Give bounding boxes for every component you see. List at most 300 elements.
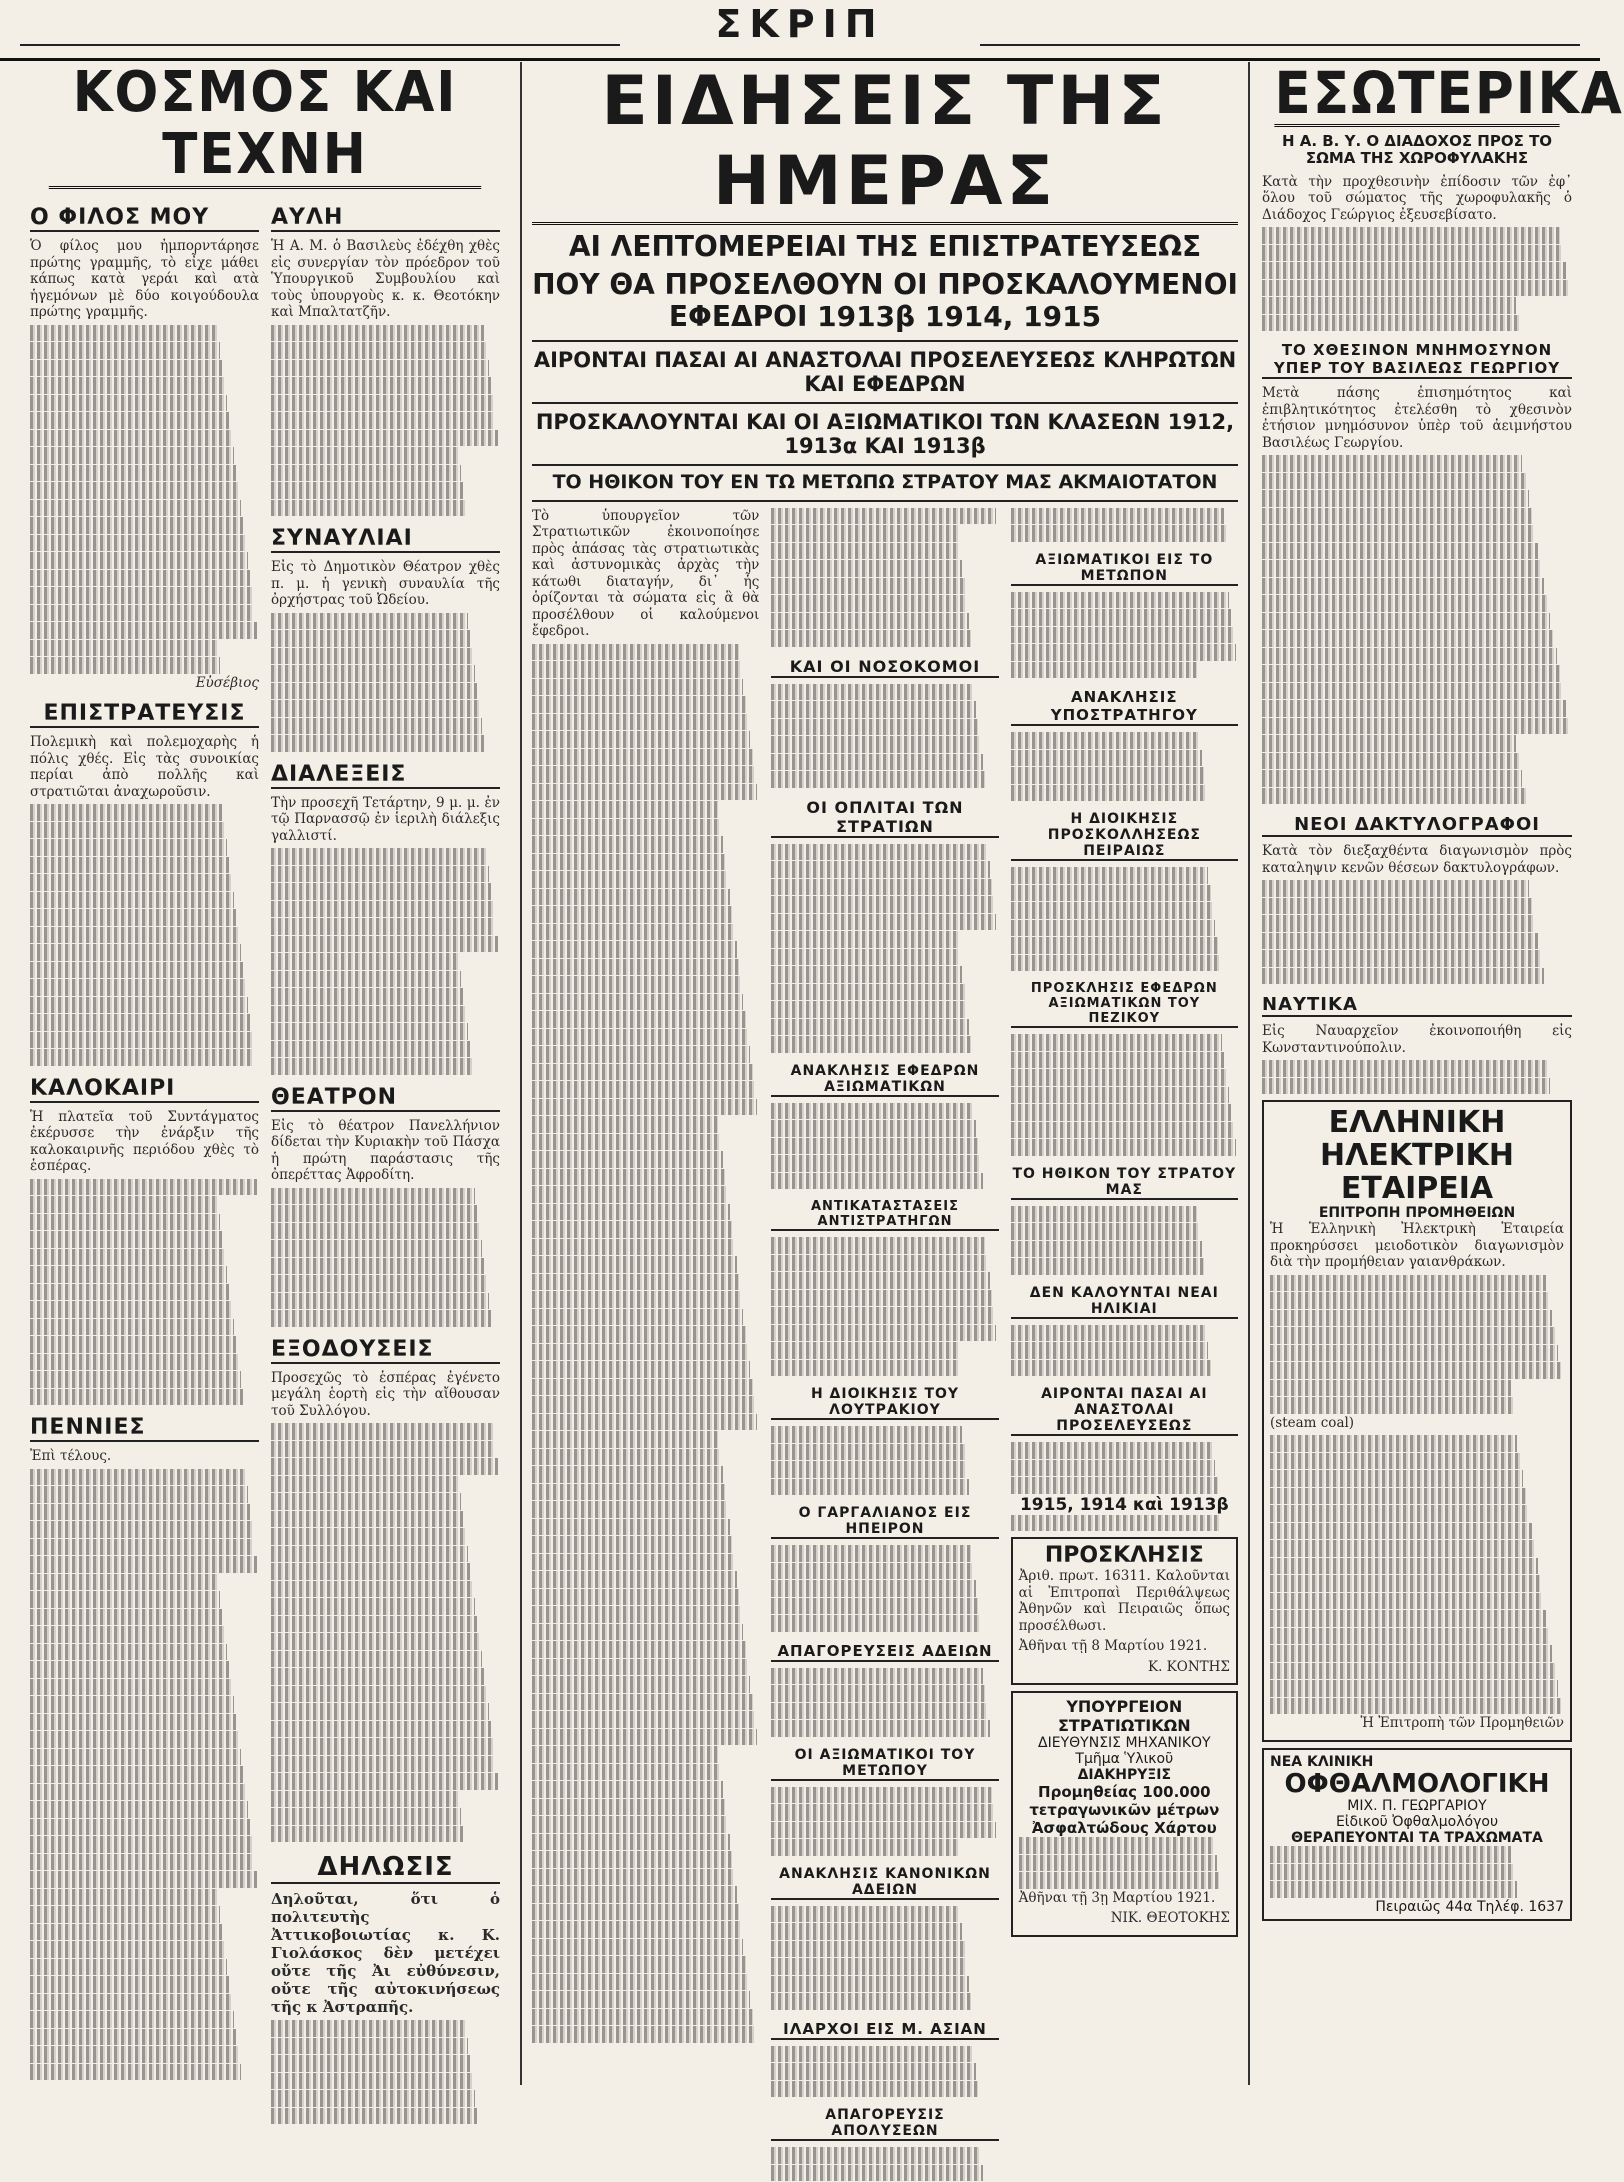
text-line bbox=[771, 1103, 973, 1120]
text-line bbox=[1011, 592, 1229, 609]
mnimosyno-text: Μετὰ πάσης ἐπισημότητος καὶ ἐπιβλητικότητος ἐτελέσθη τὸ χθεσινὸν ἐτήσιον μνημόσυνον ὑπὲρ τοῦ ἀειμνήστου Βασιλέως Γεωργίου. bbox=[1262, 385, 1572, 451]
heading-pennies: ΠΕΝΝΙΕΣ bbox=[30, 1415, 259, 1442]
text-line bbox=[30, 1249, 225, 1266]
text-line bbox=[532, 784, 757, 801]
right-subhead-3: Η ΔΙΟΙΚΗΣΙΣ ΠΡΟΣΚΟΛΛΗΣΕΩΣ ΠΕΙΡΑΙΩΣ bbox=[1011, 811, 1238, 861]
text-line bbox=[1270, 1864, 1514, 1881]
text-line bbox=[1011, 1087, 1229, 1104]
heading-synaylia: ΣΥΝΑΥΛΙΑΙ bbox=[271, 526, 500, 553]
text-line bbox=[30, 1696, 234, 1713]
text-line bbox=[1270, 1645, 1552, 1662]
text-line bbox=[532, 854, 725, 871]
subhead-axiomatikoi: ΟΙ ΑΞΙΩΜΑΤΙΚΟΙ ΤΟΥ ΜΕΤΩΠΟΥ bbox=[771, 1747, 998, 1781]
text-line bbox=[1011, 1139, 1236, 1156]
left-subcolumn-1 bbox=[30, 195, 259, 2125]
text-line bbox=[1262, 560, 1541, 577]
text-line bbox=[771, 1598, 978, 1615]
clinic-ad bbox=[1262, 1748, 1572, 1921]
text-line bbox=[771, 1787, 992, 1804]
ypourgeion-sub2: Τμῆμα Ὑλικοῦ bbox=[1075, 1751, 1174, 1768]
masthead-title: ΣΚΡΙΠ bbox=[715, 2, 885, 46]
text-line bbox=[30, 482, 238, 499]
text-line bbox=[30, 430, 232, 447]
text-line bbox=[30, 1521, 252, 1538]
text-line bbox=[532, 644, 739, 661]
text-line bbox=[1270, 1680, 1558, 1697]
text-line bbox=[771, 1461, 967, 1478]
text-line bbox=[271, 1310, 491, 1327]
subhead-antikatastaseis: ΑΝΤΙΚΑΤΑΣΤΑΣΕΙΣ ΑΝΤΙΣΤΡΑΤΗΓΩΝ bbox=[771, 1199, 998, 1231]
text-line bbox=[532, 1204, 730, 1221]
masthead-rule-right bbox=[980, 44, 1580, 46]
text-line bbox=[30, 1836, 252, 1853]
text-line bbox=[1011, 937, 1218, 954]
text-line bbox=[30, 622, 257, 639]
text-line bbox=[532, 2009, 753, 2026]
right-subhead-7: ΑΙΡΟΝΤΑΙ ΠΑΣΑΙ ΑΙ ΑΝΑΣΤΟΛΑΙ ΠΡΟΣΕΛΕΥΣΕΩΣ bbox=[1011, 1386, 1238, 1436]
text-line bbox=[271, 1058, 473, 1075]
text-line bbox=[532, 1606, 741, 1623]
text-line bbox=[532, 1834, 730, 1851]
text-line bbox=[271, 1293, 489, 1310]
text-line bbox=[532, 924, 734, 941]
text-line bbox=[532, 1886, 737, 1903]
text-line bbox=[271, 500, 466, 517]
text-line bbox=[532, 1729, 757, 1746]
text-line bbox=[271, 1563, 470, 1580]
text-line bbox=[30, 979, 245, 996]
text-line bbox=[271, 866, 489, 883]
text-line bbox=[30, 857, 229, 874]
text-line bbox=[771, 1958, 967, 1975]
diakyrixis: ΔΙΑΚΗΡΥΞΙΣ bbox=[1077, 1767, 1172, 1784]
section-title-kosmos: ΚΟΣΜΟΣ ΚΑΙ ΤΕΧΝΗ bbox=[49, 62, 481, 189]
text-line bbox=[532, 1746, 718, 1763]
text-line bbox=[271, 1511, 463, 1528]
text-line bbox=[271, 1668, 484, 1685]
clinic-line: ΘΕΡΑΠΕΥΟΝΤΑΙ ΤΑ ΤΡΑΧΩΜΑΤΑ bbox=[1291, 1830, 1543, 1847]
text-line bbox=[1262, 490, 1529, 507]
text-line bbox=[1011, 785, 1207, 802]
text-line bbox=[771, 771, 985, 788]
text-line bbox=[1011, 1342, 1209, 1359]
text-line bbox=[771, 1545, 971, 1562]
middle-subcolumn-1 bbox=[532, 508, 759, 2182]
text-line bbox=[271, 1581, 473, 1598]
text-line bbox=[30, 2046, 238, 2063]
text-line bbox=[30, 927, 238, 944]
text-line bbox=[1270, 1397, 1514, 1414]
text-line bbox=[30, 500, 241, 517]
text-line bbox=[271, 1258, 484, 1275]
text-line bbox=[1262, 735, 1516, 752]
text-line bbox=[271, 1598, 475, 1615]
text-line bbox=[271, 1528, 466, 1545]
text-line bbox=[1270, 1453, 1520, 1470]
text-line bbox=[1270, 1327, 1555, 1344]
text-line bbox=[1262, 915, 1535, 932]
text-line bbox=[1262, 227, 1560, 244]
text-line bbox=[30, 570, 250, 587]
text-line bbox=[30, 1871, 257, 1888]
text-line bbox=[1011, 1515, 1220, 1532]
text-line bbox=[1011, 508, 1225, 525]
text-line bbox=[771, 1479, 969, 1496]
subhead-kanonikon: ΑΝΑΚΛΗΣΙΣ ΚΑΝΟΝΙΚΩΝ ΑΔΕΙΩΝ bbox=[771, 1866, 998, 1900]
text-line bbox=[532, 1851, 732, 1868]
text-line bbox=[30, 1231, 222, 1248]
text-line bbox=[30, 1766, 243, 1783]
text-line bbox=[532, 1431, 718, 1448]
text-line bbox=[771, 595, 967, 612]
filosmou-text: Ὁ φίλος μου ἠμπορντάρησε πρώτης γραμμῆς, τὸ εἶχε μάθει κάπως κατὰ γεράι καὶ ατὰ ἡγεμόνων μὲ δύο κοιγούδουλα πρώτης γραμμῆς. bbox=[30, 238, 259, 320]
text-line bbox=[1270, 1593, 1543, 1610]
text-line bbox=[30, 997, 248, 1014]
text-line bbox=[1270, 1846, 1511, 1863]
synaylia-text: Εἰς τὸ Δημοτικὸν Θέατρον χθὲς π. μ. ἡ γενικὴ συναυλία τῆς ὀρχήστρας τοῦ Ὠδείου. bbox=[271, 559, 500, 608]
text-line bbox=[532, 1081, 755, 1098]
text-line bbox=[771, 1839, 957, 1856]
text-line bbox=[1270, 1523, 1532, 1540]
text-line bbox=[1262, 613, 1550, 630]
text-line bbox=[30, 1319, 234, 1336]
text-line bbox=[30, 1556, 257, 1573]
lead-text: Τὸ ὑπουργεῖον τῶν Στρατιωτικῶν ἐκοινοποίησε πρὸς ἁπάσας τὰς στρατιωτικὰς καὶ ἀστυνομικὰς ἀρχὰς τὴν κάτωθι διαταγήν, δι᾽ ἧς ὁρίζονται τὰ σώματα εἰς ἃ θὰ προσέλθουν οἱ καλούμενοι ἔφεδροι. bbox=[532, 507, 760, 640]
text-line bbox=[30, 1906, 220, 1923]
text-line bbox=[30, 1626, 225, 1643]
text-line bbox=[271, 1275, 486, 1292]
text-line bbox=[30, 944, 241, 961]
text-line bbox=[532, 1869, 734, 1886]
text-line bbox=[771, 1036, 971, 1053]
text-line bbox=[1262, 297, 1516, 314]
text-line bbox=[30, 1371, 241, 1388]
text-line bbox=[1270, 1698, 1561, 1715]
text-line bbox=[771, 1019, 969, 1036]
text-line bbox=[271, 1756, 495, 1773]
right-subhead-4: ΠΡΟΣΚΛΗΣΙΣ ΕΦΕΔΡΩΝ ΑΞΙΩΜΑΤΙΚΩΝ ΤΟΥ ΠΕΖΙΚΟΥ bbox=[1011, 981, 1238, 1028]
text-line bbox=[271, 482, 463, 499]
text-line bbox=[1011, 627, 1234, 644]
text-line bbox=[771, 630, 971, 647]
text-line bbox=[771, 736, 980, 753]
text-line bbox=[1011, 525, 1227, 542]
text-line bbox=[30, 839, 227, 856]
text-line bbox=[1262, 880, 1529, 897]
text-line bbox=[771, 844, 987, 861]
text-line bbox=[30, 1941, 225, 1958]
text-line bbox=[271, 2020, 466, 2037]
aylh-text: Ἡ Α. Μ. ὁ Βασιλεὺς ἐδέχθη χθὲς εἰς συνεργίαν τὸν πρόεδρον τοῦ Ὑπουργικοῦ Συμβουλίου καὶ τοὺς ὑπουργοὺς κ. κ. Θεοτόκην καὶ Μπαλτατζῆν. bbox=[271, 238, 500, 320]
text-line bbox=[1270, 1362, 1561, 1379]
text-line bbox=[1262, 968, 1544, 985]
text-line bbox=[271, 1006, 466, 1023]
heading-epistrateysis: ΕΠΙΣΤΡΑΤΕΥΣΙΣ bbox=[30, 701, 259, 728]
text-line bbox=[771, 684, 973, 701]
prosklisis-date: Ἀθῆναι τῇ 8 Μαρτίου 1921. bbox=[1018, 1638, 1208, 1655]
text-line bbox=[30, 640, 218, 657]
text-line bbox=[532, 1379, 753, 1396]
text-line bbox=[271, 1188, 475, 1205]
text-line bbox=[271, 630, 470, 647]
text-line bbox=[30, 2029, 236, 2046]
text-line bbox=[532, 1256, 737, 1273]
text-line bbox=[1011, 1034, 1222, 1051]
text-line bbox=[1262, 665, 1560, 682]
text-line bbox=[30, 447, 234, 464]
text-line bbox=[271, 465, 461, 482]
text-line bbox=[1270, 1470, 1523, 1487]
text-line bbox=[30, 1994, 232, 2011]
text-line bbox=[30, 1661, 229, 1678]
ypourgeion-box bbox=[1011, 1691, 1238, 1937]
text-line bbox=[271, 1651, 482, 1668]
text-line bbox=[1262, 315, 1519, 332]
text-line bbox=[1011, 1325, 1207, 1342]
text-line bbox=[771, 1941, 964, 1958]
text-line bbox=[271, 971, 461, 988]
text-line bbox=[30, 535, 245, 552]
text-line bbox=[271, 1808, 461, 1825]
text-line bbox=[271, 700, 479, 717]
text-line bbox=[771, 1120, 976, 1137]
text-line bbox=[532, 1536, 732, 1553]
text-line bbox=[30, 1749, 241, 1766]
text-line bbox=[1262, 700, 1566, 717]
text-line bbox=[532, 871, 728, 888]
text-line bbox=[532, 1974, 748, 1991]
text-line bbox=[30, 1486, 248, 1503]
text-line bbox=[1011, 644, 1236, 661]
text-line bbox=[30, 1049, 254, 1066]
text-line bbox=[30, 1819, 250, 1836]
text-line bbox=[271, 883, 491, 900]
text-line bbox=[532, 1641, 746, 1658]
heading-kalokairi: ΚΑΛΟΚΑΙΡΙ bbox=[30, 1076, 259, 1103]
text-line bbox=[30, 1504, 250, 1521]
text-line bbox=[532, 1659, 748, 1676]
text-line bbox=[771, 2081, 978, 2098]
text-line bbox=[771, 1993, 971, 2010]
text-line bbox=[532, 1624, 743, 1641]
text-line bbox=[1270, 1628, 1549, 1645]
text-line bbox=[1270, 1881, 1517, 1898]
text-line bbox=[1270, 1275, 1546, 1292]
diadoxos-text: Κατὰ τὴν προχθεσινὴν ἐπίδοσιν τῶν ἐφ᾽ ὅλου τοῦ σώματος τῆς χωροφυλακῆς ὁ Διάδοχος Γεώργιος ἐξευσεβίσατο. bbox=[1262, 173, 1572, 223]
text-line bbox=[1011, 1206, 1197, 1223]
section-title-esoterika: ΕΣΩΤΕΡΙΚΑ bbox=[1274, 59, 1624, 127]
heading-ekdromai: ΕΞΟΔΟΥΣΕΙΣ bbox=[271, 1337, 500, 1364]
text-line bbox=[532, 1099, 757, 1116]
text-line bbox=[532, 1764, 721, 1781]
text-line bbox=[532, 906, 732, 923]
text-line bbox=[532, 1921, 741, 1938]
heading-aylh: ΑΥΛΗ bbox=[271, 205, 500, 232]
prosklisis-text: Ἀριθ. πρωτ. 16311. Καλοῦνται αἱ Ἐπιτροπαὶ Περιθάλψεως Ἀθηνῶν καὶ Πειραιῶς ὅπως προσέλθωσι. bbox=[1018, 1568, 1230, 1634]
heading-dilosis: ΔΗΛΩΣΙΣ bbox=[271, 1852, 500, 1884]
text-line bbox=[532, 1116, 718, 1133]
ypourgeion-title: ΥΠΟΥΡΓΕΙΟΝ ΣΤΡΑΤΙΩΤΙΚΩΝ bbox=[1057, 1697, 1191, 1736]
text-line bbox=[532, 1956, 746, 1973]
text-line bbox=[771, 861, 989, 878]
subhead-iparxoi: ΙΛΑΡΧΟΙ ΕΙΣ Μ. ΑΣΙΑΝ bbox=[771, 2020, 998, 2040]
text-line bbox=[771, 1426, 962, 1443]
text-line bbox=[1270, 1292, 1549, 1309]
text-line bbox=[1262, 788, 1526, 805]
text-line bbox=[532, 696, 746, 713]
text-line bbox=[532, 2026, 755, 2043]
text-line bbox=[532, 1484, 725, 1501]
text-line bbox=[771, 966, 962, 983]
ypourgeion-sign: ΝΙΚ. ΘΕΟΤΟΚΗΣ bbox=[1110, 1910, 1230, 1927]
text-line bbox=[771, 984, 964, 1001]
subhead-dioikisis: Η ΔΙΟΙΚΗΣΙΣ ΤΟΥ ΛΟΥΤΡΑΚΙΟΥ bbox=[771, 1386, 998, 1420]
text-line bbox=[271, 447, 459, 464]
text-line bbox=[532, 1169, 725, 1186]
text-line bbox=[532, 941, 737, 958]
text-line bbox=[30, 412, 229, 429]
text-line bbox=[30, 605, 254, 622]
prosklisis-title: ΠΡΟΣΚΛΗΣΙΣ bbox=[1044, 1543, 1204, 1569]
text-line bbox=[1262, 245, 1563, 262]
text-line bbox=[1011, 1360, 1211, 1377]
text-line bbox=[1011, 885, 1211, 902]
text-line bbox=[771, 914, 996, 931]
right-subhead-2: ΑΝΑΚΛΗΣΙΣ ΥΠΟΣΤΡΑΤΗΓΟΥ bbox=[1011, 688, 1238, 726]
text-line bbox=[271, 1546, 468, 1563]
text-line bbox=[30, 1714, 236, 1731]
daktylografoi-heading: ΝΕΟΙ ΔΑΚΤΥΛΟΓΡΑΦΟΙ bbox=[1262, 814, 1572, 837]
text-line bbox=[771, 1668, 982, 1685]
text-line bbox=[1262, 455, 1522, 472]
text-line bbox=[532, 1064, 753, 1081]
text-line bbox=[532, 1344, 748, 1361]
text-line bbox=[532, 959, 739, 976]
subhead-apagoreyseis: ΑΠΑΓΟΡΕΥΣΕΙΣ ΑΔΕΙΩΝ bbox=[771, 1642, 998, 1662]
text-line bbox=[1270, 1505, 1529, 1522]
text-line bbox=[532, 1571, 737, 1588]
clinic-big: ΟΦΘΑΛΜΟΛΟΓΙΚΗ bbox=[1284, 1768, 1550, 1799]
text-line bbox=[532, 976, 741, 993]
text-line bbox=[1262, 898, 1532, 915]
text-line bbox=[1262, 508, 1532, 525]
text-line bbox=[30, 465, 236, 482]
text-line bbox=[1011, 920, 1216, 937]
text-line bbox=[30, 1389, 243, 1406]
text-line bbox=[771, 719, 978, 736]
text-line bbox=[30, 909, 236, 926]
text-line bbox=[30, 1924, 222, 1941]
text-line bbox=[771, 525, 957, 542]
text-line bbox=[771, 1444, 964, 1461]
text-line bbox=[271, 1205, 477, 1222]
text-line bbox=[771, 1001, 967, 1018]
text-line bbox=[1011, 867, 1209, 884]
text-line bbox=[30, 1284, 229, 1301]
ypourgeion-sub: ΔΙΕΥΘΥΝΣΙΣ ΜΗΧΑΝΙΚΟΥ bbox=[1038, 1735, 1211, 1752]
ad-title: ΕΛΛΗΝΙΚΗ ΗΛΕΚΤΡΙΚΗ ΕΤΑΙΡΕΙΑ bbox=[1319, 1105, 1515, 1206]
text-line bbox=[271, 1616, 477, 1633]
text-line bbox=[771, 508, 996, 525]
text-line bbox=[771, 1255, 987, 1272]
text-line bbox=[30, 1539, 254, 1556]
text-line bbox=[1262, 753, 1519, 770]
text-line bbox=[1262, 1060, 1547, 1077]
text-line bbox=[1011, 732, 1200, 749]
text-line bbox=[771, 949, 960, 966]
text-line bbox=[1011, 902, 1213, 919]
clinic-name: ΜΙΧ. Π. ΓΕΩΡΓΑΡΙΟΥ bbox=[1347, 1798, 1487, 1815]
text-line bbox=[30, 325, 218, 342]
text-line bbox=[532, 1011, 746, 1028]
text-line bbox=[271, 325, 484, 342]
text-line bbox=[771, 1307, 994, 1324]
subhead-nosokomoi: ΚΑΙ ΟΙ ΝΟΣΟΚΟΜΟΙ bbox=[771, 657, 998, 678]
text-line bbox=[1262, 648, 1557, 665]
kalokairi-text: Ἡ πλατεῖα τοῦ Συντάγματος ἐκέρυσσε τὴν ἐνάρξιν τῆς καλοκαιρινῆς περιόδου χθὲς τὸ ἑσπέρας. bbox=[30, 1108, 259, 1174]
theatron-text: Εἰς τὸ θέατρον Πανελλήνιον δίδεται τὴν Κυριακὴν τοῦ Πάσχα ἡ πρώτη παράστασις τῆς ὀπερέττας Ἀφροδίτη. bbox=[271, 1117, 500, 1183]
heading-theatron: ΘΕΑΤΡΟΝ bbox=[271, 1085, 500, 1112]
text-line bbox=[771, 1685, 985, 1702]
text-line bbox=[532, 1414, 757, 1431]
text-line bbox=[532, 1519, 730, 1536]
text-line bbox=[30, 1179, 257, 1196]
text-line bbox=[271, 1721, 491, 1738]
filosmou-signature: Εὐσέβιος bbox=[195, 674, 259, 691]
text-line bbox=[532, 1501, 728, 1518]
text-line bbox=[532, 679, 743, 696]
text-line bbox=[271, 1703, 489, 1720]
text-line bbox=[532, 1361, 750, 1378]
text-line bbox=[1270, 1558, 1538, 1575]
diakyrixis-text: Προμηθείας 100.000 τετραγωνικῶν μέτρων Ἀσφαλτώδους Χάρτου bbox=[1029, 1783, 1220, 1838]
text-line bbox=[771, 543, 960, 560]
text-line bbox=[30, 892, 234, 909]
text-line bbox=[532, 1781, 723, 1798]
text-line bbox=[271, 1738, 493, 1755]
text-line bbox=[271, 848, 486, 865]
text-line bbox=[1019, 1837, 1216, 1854]
text-line bbox=[532, 889, 730, 906]
text-line bbox=[1262, 473, 1526, 490]
text-line bbox=[1011, 1241, 1202, 1258]
text-line bbox=[30, 1801, 248, 1818]
text-line bbox=[532, 1554, 734, 1571]
text-line bbox=[532, 1991, 750, 2008]
ekdromai-text: Προσεχῶς τὸ ἑσπέρας ἐγένετο μεγάλη ἑορτὴ εἰς τὴν αἴθουσαν τοῦ Συλλόγου. bbox=[271, 1369, 500, 1419]
subhead-garaidades: Ο ΓΑΡΓΑΛΙΑΝΟΣ ΕΙΣ ΗΠΕΙΡΟΝ bbox=[771, 1505, 998, 1539]
text-line bbox=[532, 714, 748, 731]
text-line bbox=[532, 661, 741, 678]
naytika-text: Εἰς Ναυαρχεῖον ἐκοινοποιήθη εἰς Κωνσταντινούπολιν. bbox=[1262, 1023, 1572, 1056]
text-line bbox=[1011, 1258, 1204, 1275]
text-line bbox=[271, 1633, 479, 1650]
text-line bbox=[1262, 262, 1566, 279]
text-line bbox=[30, 377, 225, 394]
text-line bbox=[1262, 718, 1569, 735]
text-line bbox=[1262, 578, 1544, 595]
text-line bbox=[271, 1493, 461, 1510]
text-line bbox=[771, 2063, 976, 2080]
headline-1: ΑΙ ΛΕΠΤΟΜΕΡΕΙΑΙ ΤΗΣ ΕΠΙΣΤΡΑΤΕΥΣΕΩΣ bbox=[568, 230, 1202, 263]
text-line bbox=[1270, 1663, 1555, 1680]
right-column bbox=[1262, 59, 1624, 2085]
text-line bbox=[771, 896, 994, 913]
text-line bbox=[532, 819, 721, 836]
masthead bbox=[0, 0, 1600, 61]
middle-subcolumn-3 bbox=[1011, 508, 1238, 2182]
middle-subcolumn-2 bbox=[771, 508, 998, 2182]
